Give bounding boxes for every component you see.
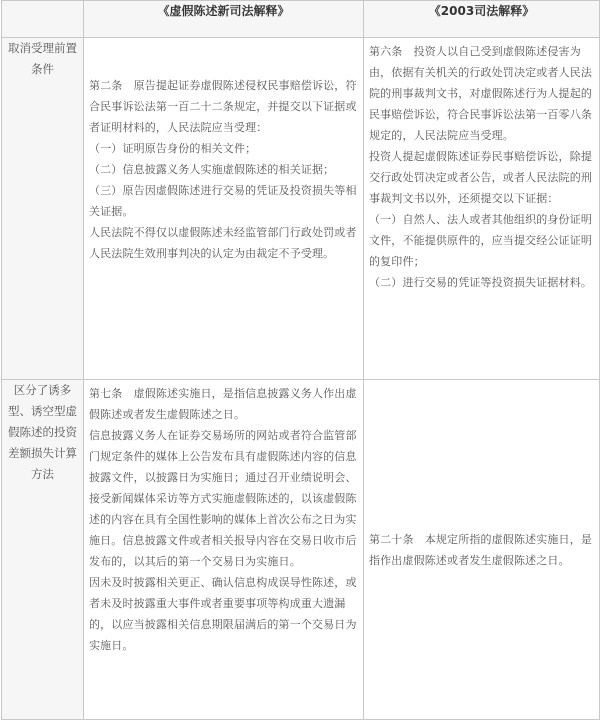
table-row-filing-precondition (2, 38, 600, 380)
header-2003-interpretation: 《2003司法解释》 (364, 1, 600, 38)
row-label: 区分了诱多型、诱空型虚假陈述的投资差额损失计算方法 (2, 380, 84, 720)
provision-paragraph: （二）信息披露义务人实施虚假陈述的相关证据； (89, 163, 335, 176)
provision-paragraph: 信息披露义务人在证券交易场所的网站或者符合监管部门规定条件的媒体上公告发布具有虚假陈述内容的信息披露文件，以披露日为实施日；通过召开业绩说明会、接受新闻媒体采访等方式实施虚假陈述的，以该虚假陈述的内容在具有全国性影响的媒体上首次公布之日为实施日。信息披露文件或者相关报导内容在交易日收市后发布的，以其后的第一个交易日为实施日。 (89, 429, 357, 568)
provision-paragraph: （二）进行交易的凭证等投资损失证据材料。 (369, 276, 592, 289)
provision-paragraph: 第二条 原告提起证券虚假陈述侵权民事赔偿诉讼，符合民事诉讼法第一百二十二条规定，并提交以下证据或者证明材料的，人民法院应当受理： (89, 79, 357, 134)
provision-paragraph: 第二十条 本规定所指的虚假陈述实施日，是指作出虚假陈述或者发生虚假陈述之日。 (369, 532, 592, 567)
provision-paragraph: 第七条 虚假陈述实施日，是指信息披露义务人作出虚假陈述或者发生虚假陈述之日。 (89, 387, 357, 421)
provision-paragraph: 第六条 投资人以自己受到虚假陈述侵害为由，依据有关机关的行政处罚决定或者人民法院的刑事裁判文书，对虚假陈述行为人提起的民事赔偿诉讼，符合民事诉讼法第一百零八条规定的，人民法院应当受理。 (369, 45, 592, 142)
comparison-table (1, 0, 600, 720)
old-provision-cell (364, 380, 600, 720)
old-provision-cell (364, 38, 600, 380)
new-provision-cell (84, 38, 364, 380)
provision-paragraph: 因未及时披露相关更正、确认信息构成误导性陈述，或者未及时披露重大事件或者重要事项等构成重大遗漏的，以应当披露相关信息期限届满后的第一个交易日为实施日。 (89, 576, 357, 652)
provision-paragraph: （三）原告因虚假陈述进行交易的凭证及投资损失等相关证据。 (89, 184, 357, 218)
header-new-interpretation: 《虚假陈述新司法解释》 (84, 1, 364, 38)
new-provision-cell (84, 380, 364, 720)
provision-paragraph: （一）证明原告身份的相关文件； (89, 142, 257, 155)
table-row-loss-calculation (2, 380, 600, 720)
header-row (2, 1, 600, 38)
provision-paragraph: 投资人提起虚假陈述证券民事赔偿诉讼，除提交行政处罚决定或者公告，或者人民法院的刑事裁判文书以外，还须提交以下证据： (369, 150, 592, 205)
header-corner-cell (2, 1, 84, 38)
row-label: 取消受理前置条件 (2, 38, 84, 380)
provision-paragraph: 人民法院不得仅以虚假陈述未经监管部门行政处罚或者人民法院生效刑事判决的认定为由裁定不予受理。 (89, 226, 357, 260)
provision-paragraph: （一）自然人、法人或者其他组织的身份证明文件，不能提供原件的，应当提交经公证证明的复印件； (369, 213, 592, 268)
